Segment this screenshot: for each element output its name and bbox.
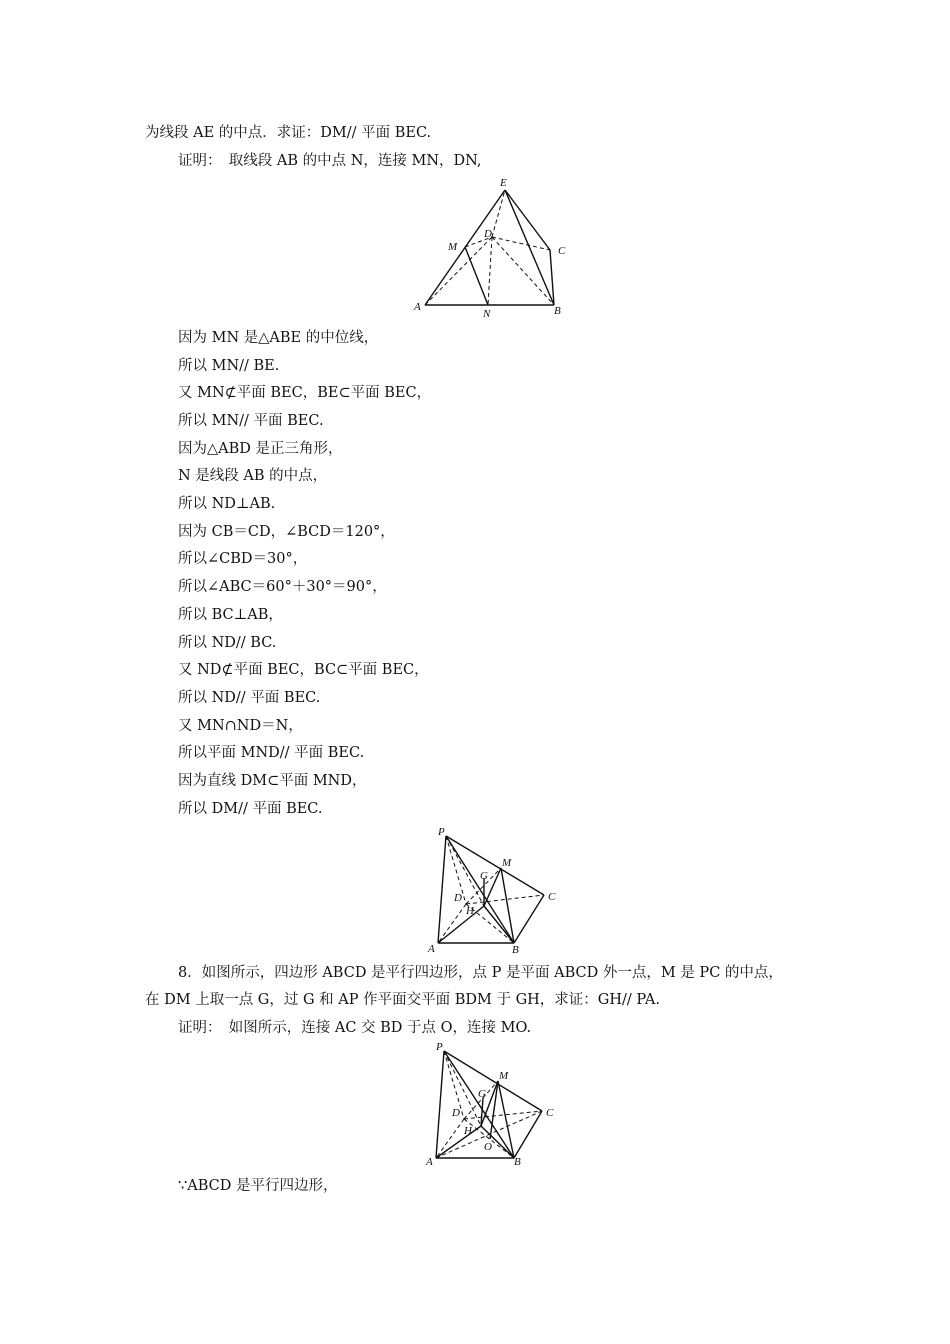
fig3-label-m: M (499, 1070, 509, 1082)
fig2-label-p: P (438, 826, 445, 838)
fig1-label-m: M (448, 241, 458, 253)
text-line-20: 所以 DM// 平面 BEC. (178, 801, 323, 817)
text-line-21: 8．如图所示，四边形 ABCD 是平行四边形，点 P 是平面 ABCD 外一点，M 是 PC 的中点， (178, 965, 783, 981)
fig3-label-o: O (484, 1141, 492, 1153)
fig2-label-h: H (466, 905, 474, 917)
fig1-label-n: N (483, 308, 491, 320)
fig3-label-p: P (436, 1041, 443, 1053)
text-line-7: 因为△ABD 是正三角形， (178, 441, 343, 457)
text-line-12: 所以∠ABC＝60°＋30°＝90°， (178, 579, 387, 595)
text-line-17: 又 MN∩ND＝N， (178, 718, 303, 734)
figure-pyramid-pabcd-gh-o (426, 1043, 566, 1173)
fig1-label-b: B (554, 305, 561, 317)
fig2-label-b: B (512, 944, 519, 956)
text-line-23: 证明： 如图所示，连接 AC 交 BD 于点 O，连接 MO. (178, 1020, 532, 1036)
fig3-label-d: D (452, 1107, 460, 1119)
figure-pyramid-abdce (410, 175, 590, 320)
text-line-24: ∵ABCD 是平行四边形， (178, 1178, 338, 1194)
fig3-label-a: A (426, 1156, 433, 1168)
text-line-2: 证明： 取线段 AB 的中点 N，连接 MN，DN, (178, 153, 482, 169)
fig2-label-a: A (428, 943, 435, 955)
text-line-9: 所以 ND⊥AB. (178, 496, 276, 512)
fig1-label-d: D (484, 228, 492, 240)
fig2-solid-edges (438, 836, 544, 943)
fig1-label-c: C (558, 245, 566, 257)
fig2-label-c: C (548, 891, 556, 903)
text-line-8: N 是线段 AB 的中点， (178, 468, 328, 484)
fig2-label-g: G (480, 870, 488, 882)
text-line-6: 所以 MN// 平面 BEC. (178, 413, 324, 429)
text-line-1: 为线段 AE 的中点．求证：DM// 平面 BEC. (145, 125, 432, 141)
fig3-label-c: C (546, 1107, 554, 1119)
fig2-label-d: D (454, 892, 462, 904)
fig1-dashed-edges (425, 190, 554, 305)
text-line-3: 因为 MN 是△ABE 的中位线， (178, 330, 379, 346)
text-line-16: 所以 ND// 平面 BEC. (178, 690, 321, 706)
fig3-label-g: G (478, 1088, 486, 1100)
text-line-15: 又 ND⊄平面 BEC，BC⊂平面 BEC， (178, 662, 429, 678)
text-line-11: 所以∠CBD＝30°， (178, 551, 308, 567)
text-line-18: 所以平面 MND// 平面 BEC. (178, 745, 365, 761)
fig3-label-b: B (514, 1156, 521, 1168)
text-line-22: 在 DM 上取一点 G，过 G 和 AP 作平面交平面 BDM 于 GH，求证：GH// PA. (145, 992, 660, 1008)
figure-pyramid-pabcd-gh (426, 826, 566, 956)
text-line-13: 所以 BC⊥AB， (178, 607, 283, 623)
fig3-label-h: H (464, 1125, 472, 1137)
text-line-19: 因为直线 DM⊂平面 MND， (178, 773, 367, 789)
fig2-label-m: M (502, 857, 512, 869)
text-line-5: 又 MN⊄平面 BEC，BE⊂平面 BEC， (178, 385, 432, 401)
fig1-label-a: A (414, 301, 421, 313)
text-line-4: 所以 MN// BE. (178, 358, 280, 374)
fig1-label-e: E (500, 177, 507, 189)
text-line-14: 所以 ND// BC. (178, 635, 277, 651)
text-line-10: 因为 CB＝CD，∠BCD＝120°， (178, 524, 395, 540)
